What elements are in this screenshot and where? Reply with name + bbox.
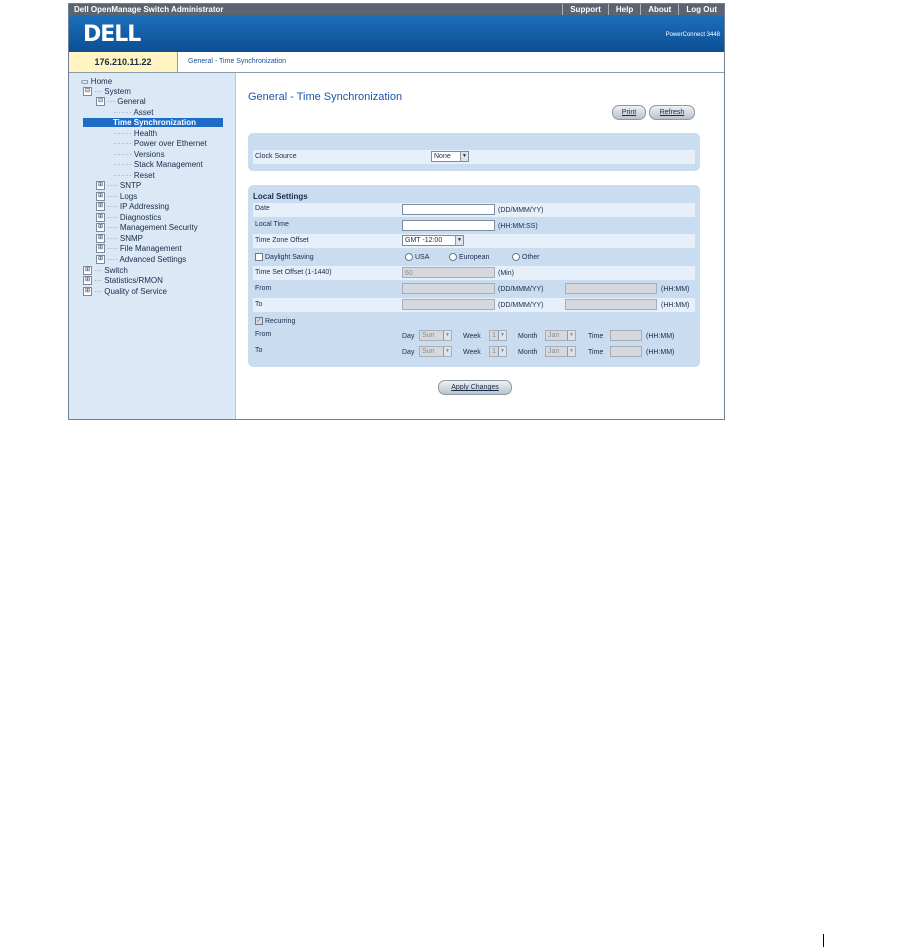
tree-versions[interactable]: ······· Versions <box>113 150 165 159</box>
month-label: Month <box>518 333 538 340</box>
time-zone-value: GMT -12:00 <box>405 237 443 244</box>
tree-diagnostics[interactable]: ⊞ ···· Diagnostics <box>97 213 162 222</box>
tree-label: Quality of Service <box>104 287 167 296</box>
time-offset-row <box>253 266 695 280</box>
print-button[interactable]: Print <box>612 105 646 120</box>
dell-logo: DELL <box>83 22 141 47</box>
recurring-label: Recurring <box>265 317 296 325</box>
checkbox-icon <box>255 253 263 261</box>
to-date-hint: (DD/MMM/YY) <box>498 302 544 309</box>
tree-label: Home <box>90 77 113 86</box>
tree-home[interactable] <box>81 77 112 86</box>
expand-icon[interactable]: ⊞ <box>97 203 104 209</box>
radio-icon <box>449 253 457 261</box>
tree-label: Diagnostics <box>119 213 162 222</box>
from-month-select[interactable] <box>545 330 576 341</box>
dst-other-radio[interactable] <box>512 253 540 261</box>
daylight-saving-label: Daylight Saving <box>265 253 314 261</box>
tree-switch[interactable]: ⊞ ··· Switch <box>84 266 128 275</box>
chevron-down-icon: ▼ <box>455 236 463 245</box>
browser-app-window <box>68 3 725 420</box>
about-link[interactable]: About <box>640 4 678 15</box>
device-ip: 176.210.11.22 <box>94 57 152 67</box>
tree-label: Advanced Settings <box>119 255 187 264</box>
from-label: From <box>255 285 272 292</box>
select-value: 1 <box>492 348 496 355</box>
hhmm-hint: (HH:MM) <box>646 349 675 356</box>
from-recurring-time-input[interactable] <box>610 330 642 341</box>
to-time-hint: (HH:MM) <box>661 302 690 309</box>
date-row <box>253 203 695 217</box>
hhmm-hint: (HH:MM) <box>646 333 675 340</box>
week-label: Week <box>463 349 481 356</box>
to-day-select[interactable] <box>419 346 452 357</box>
tree-statistics-rmon[interactable]: ⊞ ··· Statistics/RMON <box>84 276 163 285</box>
tree-management-security[interactable]: ⊞ ···· Management Security <box>97 223 198 232</box>
tree-ip-addressing[interactable]: ⊞ ···· IP Addressing <box>97 202 170 211</box>
chevron-down-icon: ▼ <box>567 331 575 340</box>
from-date-input[interactable] <box>402 283 495 294</box>
dst-other-label: Other <box>522 253 540 261</box>
help-link[interactable]: Help <box>608 4 640 15</box>
local-settings-header: Local Settings <box>253 192 308 201</box>
date-label: Date <box>255 205 270 212</box>
breadcrumb <box>178 52 724 73</box>
daylight-saving-checkbox[interactable] <box>255 253 314 261</box>
tree-label: IP Addressing <box>119 202 170 211</box>
clock-source-label: Clock Source <box>255 153 297 160</box>
from-date-hint: (DD/MMM/YY) <box>498 286 544 293</box>
tree-label: General <box>117 97 146 106</box>
tree-stack-management[interactable]: ······· Stack Management <box>113 160 203 169</box>
expand-icon[interactable]: ⊞ <box>97 214 104 220</box>
to-recurring-time-input[interactable] <box>610 346 642 357</box>
dst-usa-radio[interactable] <box>405 253 429 261</box>
expand-icon[interactable]: ⊞ <box>97 224 104 230</box>
tree-label: Power over Ethernet <box>133 139 207 148</box>
recurring-row <box>253 314 695 328</box>
expand-icon[interactable]: ⊞ <box>97 235 104 241</box>
tree-quality-of-service[interactable]: ⊞ ··· Quality of Service <box>84 287 167 296</box>
main-content <box>236 73 724 419</box>
local-time-label: Local Time <box>255 221 289 228</box>
recurring-to-label: To <box>255 347 263 354</box>
recurring-from-row <box>253 329 695 343</box>
chevron-down-icon: ▼ <box>460 152 468 161</box>
time-label: Time <box>588 333 604 340</box>
dst-usa-label: USA <box>415 253 430 261</box>
tree-time-synchronization[interactable] <box>83 118 223 127</box>
recurring-checkbox[interactable] <box>255 317 295 325</box>
tree-advanced-settings[interactable]: ⊞ ···· Advanced Settings <box>97 255 187 264</box>
to-row <box>253 298 695 312</box>
support-link[interactable]: Support <box>562 4 608 15</box>
expand-icon[interactable]: ⊞ <box>84 277 91 283</box>
banner <box>69 15 724 52</box>
local-time-row <box>253 219 695 233</box>
time-label: Time <box>588 349 604 356</box>
collapse-icon[interactable]: ⊟ <box>97 98 104 104</box>
expand-icon[interactable]: ⊞ <box>84 288 91 294</box>
app-title: Dell OpenManage Switch Administrator <box>74 5 224 14</box>
tree-label: Stack Management <box>133 160 203 169</box>
to-time-input[interactable] <box>565 299 657 310</box>
month-label: Month <box>518 349 538 356</box>
checkmark-icon: ✓ <box>256 318 262 324</box>
select-value: Jan <box>548 348 560 355</box>
clock-source-panel <box>248 133 700 171</box>
tree-logs[interactable]: ⊞ ···· Logs <box>97 192 138 201</box>
tree-label: Statistics/RMON <box>104 276 163 285</box>
top-bar <box>69 4 724 15</box>
dst-european-label: European <box>459 253 490 261</box>
tree-label: Logs <box>119 192 138 201</box>
local-time-input[interactable] <box>402 220 495 231</box>
expand-icon[interactable]: ⊞ <box>97 245 104 251</box>
from-day-select[interactable] <box>419 330 452 341</box>
tree-label: Time Synchronization <box>113 118 196 127</box>
tree-power-over-ethernet[interactable]: ······· Power over Ethernet <box>113 139 207 148</box>
apply-changes-button[interactable]: Apply Changes <box>438 380 512 395</box>
tree-snmp[interactable]: ⊞ ···· SNMP <box>97 234 144 243</box>
to-label: To <box>255 301 263 308</box>
chevron-down-icon: ▼ <box>498 347 506 356</box>
time-offset-input[interactable]: 60 <box>402 267 495 278</box>
to-date-input[interactable] <box>402 299 495 310</box>
select-value: 1 <box>492 332 496 339</box>
radio-icon <box>405 253 413 261</box>
tree-file-management[interactable]: ⊞ ···· File Management <box>97 244 182 253</box>
time-offset-label: Time Set Offset (1-1440) <box>255 269 332 276</box>
from-week-select[interactable] <box>489 330 507 341</box>
from-time-hint: (HH:MM) <box>661 286 690 293</box>
date-hint: (DD/MMM/YY) <box>498 207 544 214</box>
day-label: Day <box>402 333 415 340</box>
to-month-select[interactable] <box>545 346 576 357</box>
tree-label: Health <box>133 129 158 138</box>
dst-european-radio[interactable] <box>449 253 489 261</box>
tree-label: SNTP <box>119 181 142 190</box>
clock-source-value: None <box>434 153 451 160</box>
expand-icon[interactable]: ⊞ <box>97 182 104 188</box>
tree-health[interactable]: ······· Health <box>113 129 158 138</box>
home-icon: ▭ <box>81 77 89 86</box>
local-time-hint: (HH:MM:SS) <box>498 223 538 230</box>
tree-label: Management Security <box>119 223 198 232</box>
to-week-select[interactable] <box>489 346 507 357</box>
tree-label: Versions <box>133 150 165 159</box>
chevron-down-icon: ▼ <box>567 347 575 356</box>
daylight-saving-row <box>253 250 695 264</box>
tree-label: Switch <box>104 266 128 275</box>
tree-label: System <box>104 87 131 96</box>
expand-icon[interactable]: ⊞ <box>97 256 104 262</box>
tree-label: SNMP <box>119 234 144 243</box>
recurring-to-row <box>253 345 695 359</box>
week-label: Week <box>463 333 481 340</box>
collapse-icon[interactable]: ⊟ <box>84 88 91 94</box>
recurring-from-label: From <box>255 331 272 338</box>
clock-source-select[interactable] <box>431 151 469 162</box>
tree-label: Asset <box>133 108 154 117</box>
select-value: Sun <box>422 332 435 339</box>
time-zone-row <box>253 234 695 248</box>
day-label: Day <box>402 349 415 356</box>
select-value: Sun <box>422 348 435 355</box>
navigation-tree <box>69 73 236 419</box>
date-input[interactable] <box>402 204 495 215</box>
tree-asset[interactable]: ······· Asset <box>113 108 154 117</box>
radio-icon <box>512 253 520 261</box>
time-offset-hint: (Min) <box>498 270 514 277</box>
logout-link[interactable]: Log Out <box>678 4 724 15</box>
chevron-down-icon: ▼ <box>443 347 451 356</box>
time-zone-select[interactable] <box>402 235 464 246</box>
page-margin-line <box>823 934 824 947</box>
page-title: General - Time Synchronization <box>248 91 403 103</box>
tree-system[interactable]: ⊟ ··· System <box>84 87 131 96</box>
from-row <box>253 282 695 296</box>
chevron-down-icon: ▼ <box>498 331 506 340</box>
refresh-button[interactable]: Refresh <box>649 105 695 120</box>
device-ip-box <box>69 52 178 73</box>
expand-icon[interactable]: ⊞ <box>84 267 91 273</box>
model-name: PowerConnect 3448 <box>665 32 720 38</box>
tree-reset[interactable]: ······· Reset <box>113 171 155 180</box>
local-settings-panel <box>248 185 700 367</box>
tree-general[interactable]: ⊟ ··· General <box>97 97 146 106</box>
from-time-input[interactable] <box>565 283 657 294</box>
chevron-down-icon: ▼ <box>443 331 451 340</box>
tree-label: File Management <box>119 244 182 253</box>
select-value: Jan <box>548 332 560 339</box>
time-zone-label: Time Zone Offset <box>255 237 309 244</box>
tree-sntp[interactable]: ⊞ ···· SNTP <box>97 181 142 190</box>
breadcrumb-text: General - Time Synchronization <box>188 58 287 65</box>
expand-icon[interactable]: ⊞ <box>97 193 104 199</box>
tree-label: Reset <box>133 171 155 180</box>
clock-source-row <box>253 150 695 164</box>
